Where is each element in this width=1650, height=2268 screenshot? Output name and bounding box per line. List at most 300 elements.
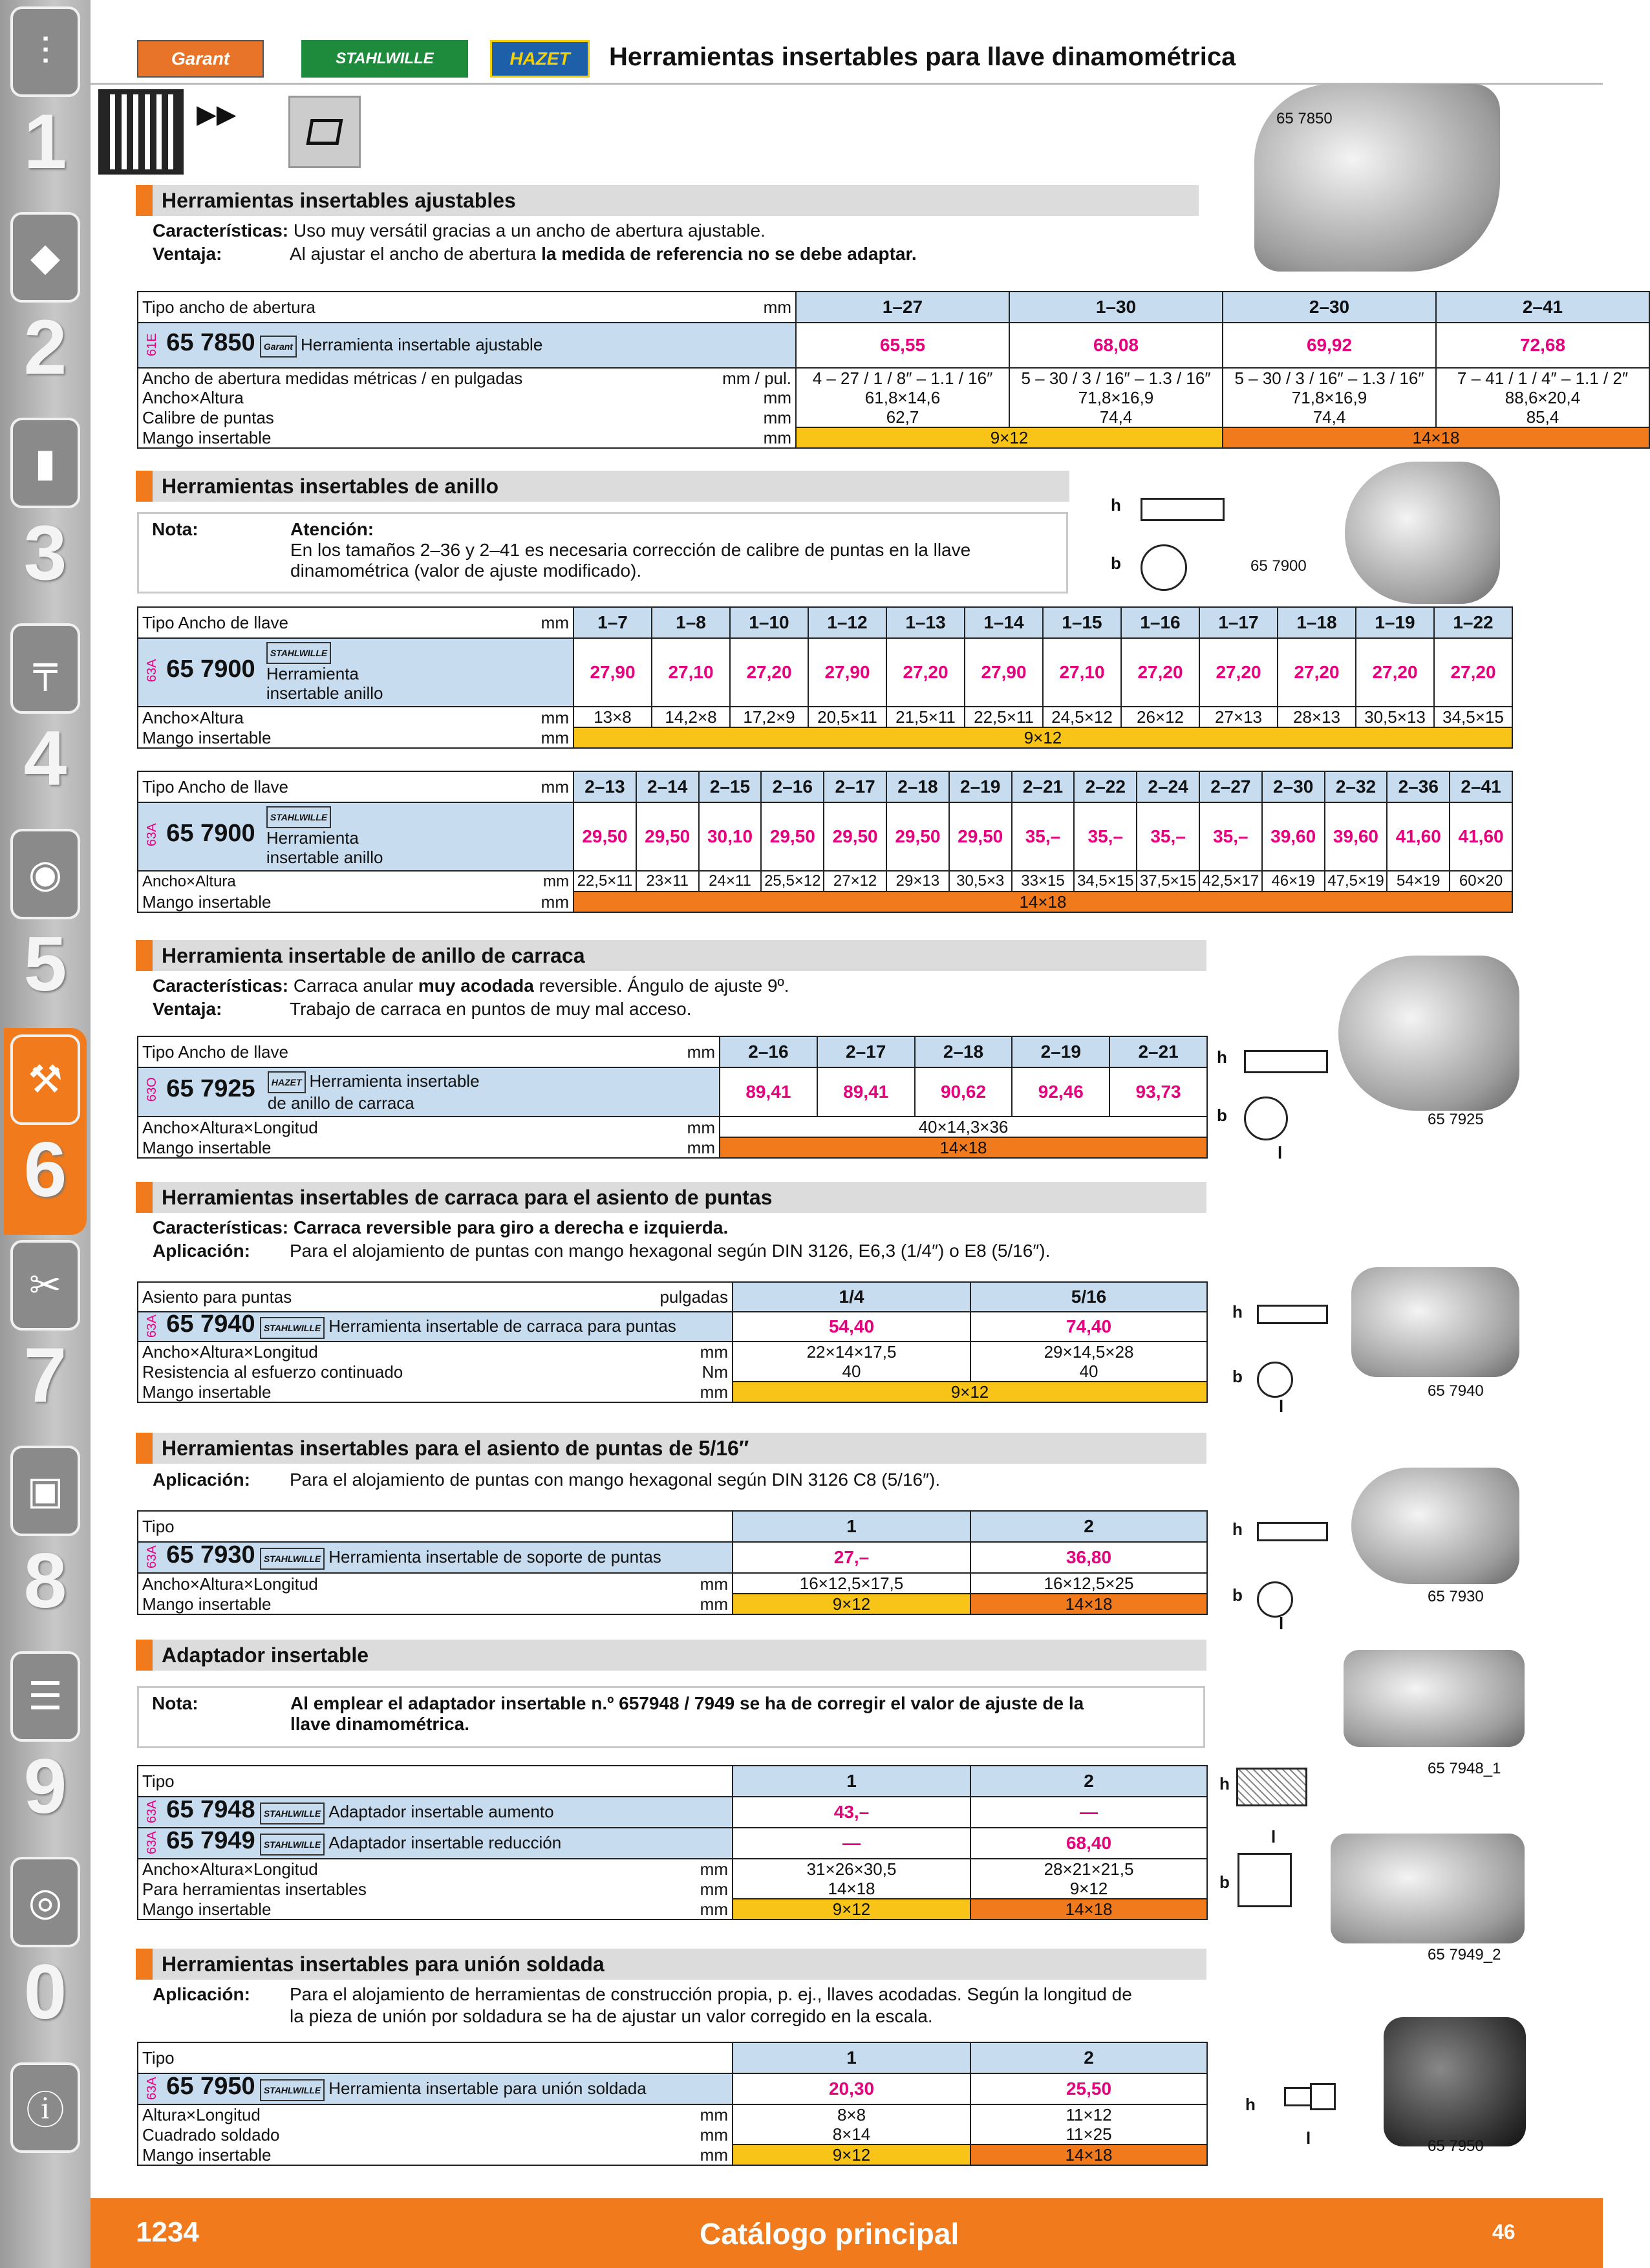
type-cell: 1 (733, 2042, 970, 2073)
type-cell: 2–24 (1137, 771, 1199, 802)
sidebar-tab-1[interactable] (4, 0, 87, 207)
row-label: Ancho×Altura×Longitud (138, 1573, 642, 1594)
unit: mm (642, 1859, 733, 1879)
sidebar-tab-number: 2 (23, 304, 67, 390)
row-label: Mango insertable (138, 1382, 642, 1402)
type-cell: 2 (970, 1511, 1207, 1542)
cell: 16×12,5×17,5 (733, 1573, 970, 1594)
sidebar-tab-number: 6 (23, 1126, 67, 1213)
cell: 37,5×15 (1137, 871, 1199, 892)
safety-goggles-icon: ◎ (10, 1857, 80, 1947)
price: 25,50 (970, 2073, 1207, 2104)
cell: 74,4 (1009, 407, 1223, 427)
brand-badge: STAHLWILLE (260, 1317, 325, 1339)
price: 27,10 (1043, 638, 1121, 707)
row-label: Ancho×Altura (138, 707, 293, 727)
unit: mm (642, 2145, 733, 2165)
unit: mm (293, 871, 573, 892)
cell: 11×12 (970, 2104, 1207, 2124)
cell: 7 – 41 / 1 / 4″ – 1.1 / 2″ (1436, 368, 1649, 388)
features-label: Características: (153, 976, 289, 996)
caliper-icon: ╤ (10, 623, 80, 714)
unit: mm (293, 727, 573, 748)
type-label: Tipo Ancho de llave (138, 771, 293, 802)
sidebar-tab-4[interactable] (4, 617, 87, 824)
weld-on-diagram (1241, 2069, 1351, 2153)
cutting-insert-icon: ◆ (10, 212, 80, 303)
sidebar-tab-number: 1 (23, 98, 67, 185)
article-cell (138, 802, 573, 871)
cell: 61,8×14,6 (796, 388, 1009, 407)
adjustable-table (137, 291, 1650, 449)
price: 27,20 (886, 638, 965, 707)
price: 93,73 (1109, 1067, 1207, 1117)
type-cell: 2–14 (636, 771, 699, 802)
drill-icon: ⫶ (10, 6, 80, 97)
note-label: Nota: (152, 1693, 198, 1713)
catalog-page-ref: 63A (145, 1830, 159, 1854)
bit-holder-image (1351, 1468, 1519, 1584)
price: 27,90 (808, 638, 886, 707)
cell: 24×11 (699, 871, 762, 892)
article-desc: Herramienta (266, 828, 359, 848)
features-text: Carraca anular (293, 976, 418, 996)
price: 35,– (1012, 802, 1075, 871)
price: 74,40 (970, 1312, 1207, 1342)
type-cell: 1/4 (733, 1282, 970, 1312)
sidebar-tab-number: 3 (23, 509, 67, 596)
application-text: Para el alojamiento de puntas con mango hexagonal según DIN 3126, E6,3 (1/4″) o E8 (5/16″). (290, 1241, 1051, 1261)
unit: mm (659, 407, 796, 427)
type-cell: 1–14 (965, 607, 1043, 638)
type-cell: 1–17 (1199, 607, 1278, 638)
note-text: En los tamaños 2–36 y 2–41 es necesaria corrección de calibre de puntas en la llave (290, 540, 971, 560)
cell: 28×21×21,5 (970, 1859, 1207, 1879)
price: 35,– (1074, 802, 1137, 871)
price: 27,20 (1278, 638, 1356, 707)
adapter-diagram (1218, 1762, 1334, 1911)
article-desc: Adaptador insertable aumento (328, 1802, 554, 1822)
type-cell: 1 (733, 1511, 970, 1542)
brand-badge: HAZET (268, 1071, 306, 1093)
price: 41,60 (1387, 802, 1450, 871)
type-cell: 1–19 (1356, 607, 1434, 638)
article-number[interactable]: 65 7925 (166, 1075, 255, 1102)
application-label: Aplicación: (153, 1241, 250, 1261)
note-text: llave dinamométrica. (290, 1714, 470, 1734)
article-number[interactable]: 65 7900 (166, 655, 255, 683)
article-desc: insertable anillo (266, 848, 383, 868)
article-cell (138, 1828, 733, 1859)
cell: 34,5×15 (1434, 707, 1512, 727)
row-label: Ancho de abertura medidas métricas / en pulgadas (138, 368, 659, 388)
cell: 29×14,5×28 (970, 1342, 1207, 1362)
article-cell (138, 1067, 720, 1117)
cell: 9×12 (970, 1879, 1207, 1899)
brand-badge: STAHLWILLE (266, 642, 331, 664)
type-cell: 2–41 (1436, 292, 1649, 323)
type-label: Tipo Ancho de llave (138, 607, 293, 638)
sidebar-tab-8[interactable] (4, 1439, 87, 1646)
type-cell: 1 (733, 1766, 970, 1797)
type-cell: 1–18 (1278, 607, 1356, 638)
sidebar-tab-0[interactable] (4, 1850, 87, 2057)
dim-l-label: l (1279, 1396, 1284, 1416)
row-label: Mango insertable (138, 1137, 655, 1158)
shank-cell: 9×12 (733, 1382, 1207, 1402)
type-cell: 2–32 (1325, 771, 1388, 802)
type-label: Tipo Ancho de llave (138, 1036, 655, 1067)
catalog-page-ref: 61E (145, 332, 159, 356)
row-label: Ancho×Altura×Longitud (138, 1859, 642, 1879)
price: 27,10 (652, 638, 730, 707)
article-cell (138, 323, 796, 368)
price: 29,50 (949, 802, 1012, 871)
cell: 62,7 (796, 407, 1009, 427)
cell: 54×19 (1387, 871, 1450, 892)
catalog-page-ref: 63A (145, 1799, 159, 1823)
catalog-page-ref: 63A (145, 823, 159, 846)
page-number: 1234 (136, 2216, 199, 2248)
image-caption: 65 7900 (1250, 557, 1307, 575)
image-caption: 65 7950 (1428, 2137, 1484, 2155)
unit: mm (293, 771, 573, 802)
price: 29,50 (761, 802, 824, 871)
article-desc: Herramienta insertable (309, 1071, 480, 1091)
unit: mm (293, 607, 573, 638)
row-label: Ancho×Altura×Longitud (138, 1117, 655, 1137)
type-label: Asiento para puntas (138, 1282, 642, 1312)
application-text: Para el alojamiento de herramientas de construcción propia, p. ej., llaves acodadas. Según la longitud de (290, 1984, 1132, 2004)
sidebar-tab-7[interactable] (4, 1234, 87, 1440)
type-cell: 1–22 (1434, 607, 1512, 638)
application-text: la pieza de unión por soldadura se ha de ajustar un valor corregido en la escala. (290, 2006, 933, 2026)
unit: mm (642, 1899, 733, 1920)
unit: mm (659, 427, 796, 448)
type-cell: 2–15 (699, 771, 762, 802)
sidebar-tab-3[interactable] (4, 411, 87, 618)
row-label: Ancho×Altura (138, 388, 659, 407)
note-text: Al emplear el adaptador insertable n.º 657948 / 7949 se ha de corregir el valor de ajuste de la (290, 1693, 1084, 1713)
unit: mm (659, 388, 796, 407)
qr-code-icon[interactable] (103, 94, 178, 169)
forward-arrows-icon[interactable]: ▶▶ (197, 100, 237, 129)
catalog-page-ref: 63O (145, 1077, 159, 1102)
info-icon: ⓘ (10, 2062, 80, 2153)
stahlwille-logo: STAHLWILLE (301, 40, 468, 78)
chapter-number: 46 (1492, 2220, 1516, 2243)
price: 29,50 (886, 802, 949, 871)
weld-on-image (1384, 2017, 1526, 2146)
advantage-label: Ventaja: (153, 244, 222, 264)
sidebar-tab-9[interactable] (4, 1645, 87, 1852)
shank-cell: 9×12 (733, 2145, 970, 2165)
type-cell: 1–13 (886, 607, 965, 638)
row-label: Mango insertable (138, 427, 659, 448)
unit: mm (642, 2124, 733, 2145)
type-cell: 2–30 (1262, 771, 1325, 802)
section-weld-on-title: Herramientas insertables para unión soldada (136, 1949, 1206, 1980)
dim-h-label: h (1245, 2095, 1256, 2114)
bit-ratchet-image (1351, 1267, 1519, 1377)
ring-table-1 (137, 606, 1513, 749)
cell: 40×14,3×36 (720, 1117, 1207, 1137)
dim-h-label: h (1232, 1519, 1243, 1539)
image-caption: 65 7940 (1428, 1382, 1484, 1400)
article-cell (138, 1797, 733, 1828)
type-label: Tipo (138, 1511, 733, 1542)
article-desc: Herramienta insertable ajustable (300, 335, 543, 355)
price: 41,60 (1450, 802, 1512, 871)
article-desc: Herramienta insertable para unión soldada (328, 2079, 647, 2099)
type-cell: 1–12 (808, 607, 886, 638)
row-label: Mango insertable (138, 892, 293, 912)
brand-badge: STAHLWILLE (260, 1548, 325, 1570)
ring-table-2 (137, 771, 1513, 913)
cell: 22,5×11 (573, 871, 636, 892)
type-cell: 2–36 (1387, 771, 1450, 802)
type-cell: 2–17 (817, 1036, 915, 1067)
cell: 14,2×8 (652, 707, 730, 727)
type-cell: 2–16 (720, 1036, 817, 1067)
cell: 30,5×3 (949, 871, 1012, 892)
article-number[interactable]: 65 7949 (166, 1827, 255, 1855)
wrench-icon: ⚒ (10, 1034, 80, 1125)
cell: 26×12 (1121, 707, 1199, 727)
row-label: Altura×Longitud (138, 2104, 642, 2124)
type-cell: 2 (970, 2042, 1207, 2073)
note-head: Atención: (290, 519, 374, 539)
cell: 22×14×17,5 (733, 1342, 970, 1362)
shank-cell: 14×18 (970, 1899, 1207, 1920)
row-label: Mango insertable (138, 1899, 642, 1920)
features-text: reversible. Ángulo de ajuste 9º. (533, 976, 789, 996)
image-caption: 65 7925 (1428, 1111, 1484, 1128)
sidebar-tab-6[interactable] (4, 1028, 87, 1235)
workbench-icon: ☰ (10, 1651, 80, 1742)
price: 29,50 (636, 802, 699, 871)
type-cell: 2 (970, 1766, 1207, 1797)
article-desc: insertable anillo (266, 683, 383, 703)
features-label: Características: (153, 1217, 289, 1237)
shank-cell: 14×18 (970, 1594, 1207, 1614)
article-desc: Herramienta (266, 664, 359, 684)
row-label: Mango insertable (138, 727, 293, 748)
adapter-note (137, 1686, 1205, 1748)
catalog-page-ref: 63A (145, 1314, 159, 1338)
price: — (733, 1828, 970, 1859)
section-bit-ratchet-title: Herramientas insertables de carraca para el asiento de puntas (136, 1182, 1206, 1213)
cell: 20,5×11 (808, 707, 886, 727)
cell: 22,5×11 (965, 707, 1043, 727)
type-cell: 1–16 (1121, 607, 1199, 638)
type-cell: 1–8 (652, 607, 730, 638)
price: 54,40 (733, 1312, 970, 1342)
price: 39,60 (1262, 802, 1325, 871)
bit-ratchet-table (137, 1281, 1208, 1403)
advantage-bold: la medida de referencia no se debe adaptar. (541, 244, 917, 264)
adapter-increase-image (1344, 1650, 1525, 1747)
application-label: Aplicación: (153, 1984, 250, 2004)
cell: 40 (733, 1362, 970, 1382)
type-cell: 2–41 (1450, 771, 1512, 802)
shank-cell: 9×12 (733, 1594, 970, 1614)
type-cell: 2–21 (1109, 1036, 1207, 1067)
ratchet-ring-diagram (1213, 1034, 1342, 1164)
type-label: Tipo ancho de abertura (138, 292, 659, 323)
weld-on-table (137, 2042, 1208, 2166)
article-number[interactable]: 65 7948 (166, 1796, 255, 1824)
article-number[interactable]: 65 7950 (166, 2073, 255, 2101)
note-text: dinamométrica (valor de ajuste modificado). (290, 561, 642, 581)
type-cell: 2–18 (886, 771, 949, 802)
price: 65,55 (796, 323, 1009, 368)
price: 29,50 (573, 802, 636, 871)
unit: mm (642, 1879, 733, 1899)
shank-cell: 9×12 (733, 1899, 970, 1920)
section-adapter-title: Adaptador insertable (136, 1640, 1206, 1671)
dim-b-label: b (1232, 1585, 1243, 1605)
cell: 13×8 (573, 707, 652, 727)
article-desc: Herramienta insertable de carraca para puntas (328, 1316, 676, 1336)
section-ratchet-ring-title: Herramienta insertable de anillo de carraca (136, 940, 1206, 971)
adapter-reduction-image (1331, 1834, 1525, 1943)
type-cell: 2–27 (1199, 771, 1262, 802)
price: 27,20 (1356, 638, 1434, 707)
article-number[interactable]: 65 7940 (166, 1311, 255, 1338)
type-cell: 5/16 (970, 1282, 1207, 1312)
price: 29,50 (824, 802, 886, 871)
unit: mm (293, 892, 573, 912)
image-caption: 65 7948_1 (1428, 1760, 1501, 1777)
price: 27,20 (730, 638, 808, 707)
sidebar-tab-number: 0 (23, 1949, 67, 2035)
catalog-page-ref: 63A (145, 1545, 159, 1568)
cell: 5 – 30 / 3 / 16″ – 1.3 / 16″ (1009, 368, 1223, 388)
article-number[interactable]: 65 7930 (166, 1541, 255, 1569)
price: — (970, 1797, 1207, 1828)
price: 90,62 (915, 1067, 1012, 1117)
type-cell: 2–22 (1074, 771, 1137, 802)
section-adjustable-title: Herramientas insertables ajustables (136, 185, 1199, 216)
article-cell (138, 1542, 733, 1573)
sidebar-tab-i[interactable] (4, 2056, 87, 2263)
price: 27,20 (1434, 638, 1512, 707)
price: 35,– (1137, 802, 1199, 871)
cell: 27×12 (824, 871, 886, 892)
type-cell: 2–13 (573, 771, 636, 802)
cell: 24,5×12 (1043, 707, 1121, 727)
type-cell: 2–17 (824, 771, 886, 802)
features-label: Características: (153, 220, 289, 241)
sidebar-tab-5[interactable] (4, 822, 87, 1029)
shank-cell: 14×18 (1223, 427, 1649, 448)
type-cell: 2–18 (915, 1036, 1012, 1067)
cell: 11×25 (970, 2124, 1207, 2145)
advantage-text: Trabajo de carraca en puntos de muy mal acceso. (290, 999, 692, 1019)
type-cell: 1–10 (730, 607, 808, 638)
ratchet-ring-table (137, 1036, 1208, 1159)
price: 27,20 (1199, 638, 1278, 707)
image-caption: 65 7949_2 (1428, 1946, 1501, 1963)
shank-cell: 14×18 (970, 2145, 1207, 2165)
advantage-label: Ventaja: (153, 999, 222, 1019)
page-title: Herramientas insertables para llave dinamométrica (609, 43, 1236, 71)
unit: mm (642, 1342, 733, 1362)
unit: mm (642, 1573, 733, 1594)
unit: mm (293, 707, 573, 727)
cell: 8×8 (733, 2104, 970, 2124)
application-text: Para el alojamiento de puntas con mango hexagonal según DIN 3126 C8 (5/16″). (290, 1470, 941, 1490)
dim-h-label: h (1232, 1302, 1243, 1321)
dim-h-label: h (1217, 1047, 1227, 1067)
cell: 47,5×19 (1325, 871, 1388, 892)
article-number[interactable]: 65 7900 (166, 819, 255, 847)
unit: Nm (642, 1362, 733, 1382)
sidebar-tab-number: 8 (23, 1537, 67, 1624)
shank-cell: 14×18 (573, 892, 1512, 912)
cell: 85,4 (1436, 407, 1649, 427)
unit: mm (659, 292, 796, 323)
brand-badge: STAHLWILLE (266, 806, 331, 828)
dim-h-label: h (1111, 495, 1121, 515)
cell: 42,5×17 (1199, 871, 1262, 892)
article-cell (138, 1312, 733, 1342)
square-drive-icon (288, 96, 361, 168)
price: 35,– (1199, 802, 1262, 871)
type-label: Tipo (138, 1766, 733, 1797)
row-label: Cuadrado soldado (138, 2124, 642, 2145)
catalog-page-ref: 63A (145, 659, 159, 682)
bit-ratchet-diagram (1228, 1287, 1338, 1416)
cell: 23×11 (636, 871, 699, 892)
dim-h-label: h (1219, 1774, 1230, 1793)
saw-blade-icon: ◉ (10, 829, 80, 919)
image-caption: 65 7930 (1428, 1588, 1484, 1605)
cell: 88,6×20,4 (1436, 388, 1649, 407)
features-bold: muy acodada (418, 976, 534, 996)
cell: 33×15 (1012, 871, 1075, 892)
unit: mm (655, 1117, 720, 1137)
price: 72,68 (1436, 323, 1649, 368)
price: 43,– (733, 1797, 970, 1828)
row-label: Resistencia al esfuerzo continuado (138, 1362, 642, 1382)
page-footer (91, 2198, 1603, 2268)
cell: 5 – 30 / 3 / 16″ – 1.3 / 16″ (1223, 368, 1436, 388)
dim-l-label: l (1271, 1827, 1276, 1846)
bit-holder-table (137, 1510, 1208, 1615)
article-cell (138, 2073, 733, 2104)
dim-b-label: b (1232, 1367, 1243, 1386)
article-desc: Herramienta insertable de soporte de puntas (328, 1547, 661, 1567)
price: 27,– (733, 1542, 970, 1573)
dim-l-label: l (1279, 1614, 1284, 1633)
shank-cell: 9×12 (796, 427, 1223, 448)
ring-diagram (1107, 489, 1236, 599)
cell: 60×20 (1450, 871, 1512, 892)
features-text: Carraca reversible para giro a derecha e izquierda. (293, 1217, 729, 1237)
type-label: Tipo (138, 2042, 733, 2073)
article-number[interactable]: 65 7850 (166, 329, 255, 357)
unit: mm (642, 1594, 733, 1614)
sidebar-tab-2[interactable] (4, 206, 87, 412)
cell: 31×26×30,5 (733, 1859, 970, 1879)
type-cell: 1–7 (573, 607, 652, 638)
brand-badge: STAHLWILLE (260, 1803, 325, 1824)
cell: 40 (970, 1362, 1207, 1382)
type-cell: 2–30 (1223, 292, 1436, 323)
dim-b-label: b (1111, 553, 1121, 573)
